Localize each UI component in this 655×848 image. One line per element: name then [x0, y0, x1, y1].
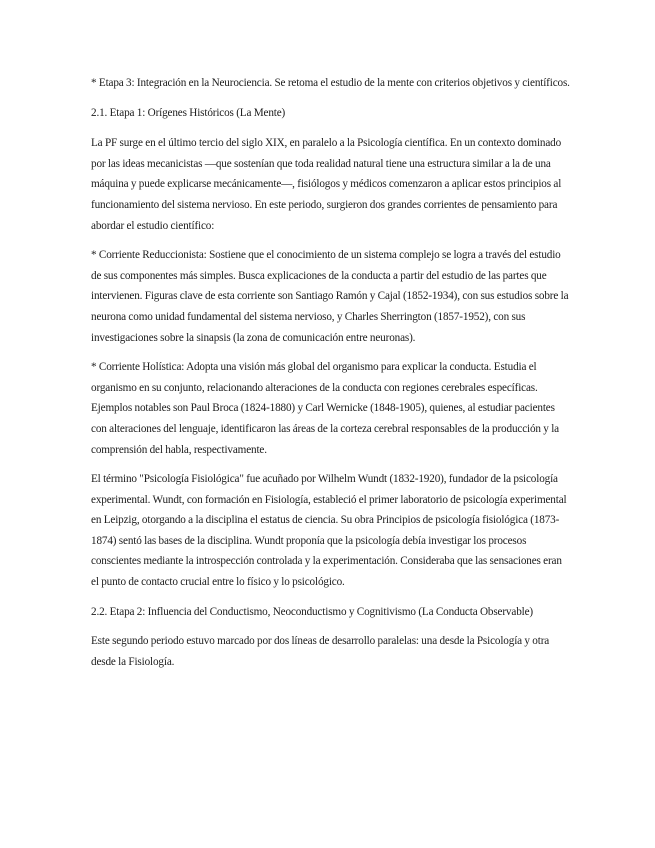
paragraph-wundt: El término "Psicología Fisiológica" fue acuñado por Wilhelm Wundt (1832-1920), fundador de la psicología experimental. Wundt, con formación en Fisiología, estableció el primer laboratorio de psicología experimental en Leipzig, otorgando a la disciplina el estatus de ciencia. Su obra Principios de psicología fisiológica (1873-1874) sentó las bases de la disciplina. Wundt proponía que la psicología debía investigar los procesos conscientes mediante la introspección controlada y la experimentación. Consideraba que las sensaciones eran el punto de contacto crucial entre lo físico y lo psicológico.	[91, 473, 567, 589]
paragraph-segundo-periodo: Este segundo periodo estuvo marcado por dos líneas de desarrollo paralelas: una desde la Psicología y otra desde la Fisiología.	[91, 635, 550, 668]
paragraph-origenes: La PF surge en el último tercio del siglo XIX, en paralelo a la Psicología científica. En un contexto dominado por las ideas mecanicistas —que sostenían que toda realidad natural tiene una estructura similar a la de una máquina y puede explicarse mecánicamente—, fisiólogos y médicos comenzaron a aplicar estos principios al funcionamiento del sistema nervioso. En este periodo, surgieron dos grandes corrientes de pensamiento para abordar el estudio científico:	[91, 137, 562, 232]
section-heading-2-1: 2.1. Etapa 1: Orígenes Históricos (La Mente)	[91, 106, 286, 119]
paragraph-corriente-holistica: * Corriente Holística: Adopta una visión más global del organismo para explicar la conducta. Estudia el organismo en su conjunto, relacionando alteraciones de la conducta con regiones cerebrales específicas. Ejemplos notables son Paul Broca (1824-1880) y Carl Wernicke (1848-1905), quienes, al estudiar pacientes con alteraciones del lenguaje, identificaron las áreas de la corteza cerebral responsables de la producción y la comprensión del habla, respectivamente.	[91, 361, 559, 456]
paragraph-etapa-3: * Etapa 3: Integración en la Neurociencia. Se retoma el estudio de la mente con criterios objetivos y científicos.	[91, 77, 570, 89]
section-heading-2-2: 2.2. Etapa 2: Influencia del Conductismo, Neoconductismo y Cognitivismo (La Conducta Observable)	[91, 605, 533, 618]
paragraph-corriente-reduccionista: * Corriente Reduccionista: Sostiene que el conocimiento de un sistema complejo se logra a través del estudio de sus componentes más simples. Busca explicaciones de la conducta a partir del estudio de las partes que intervienen. Figuras clave de esta corriente son Santiago Ramón y Cajal (1852-1934), con sus estudios sobre la neurona como unidad fundamental del sistema nervioso, y Charles Sherrington (1857-1952), con sus investigaciones sobre la sinapsis (la zona de comunicación entre neuronas).	[91, 249, 569, 344]
document-body	[91, 73, 572, 681]
